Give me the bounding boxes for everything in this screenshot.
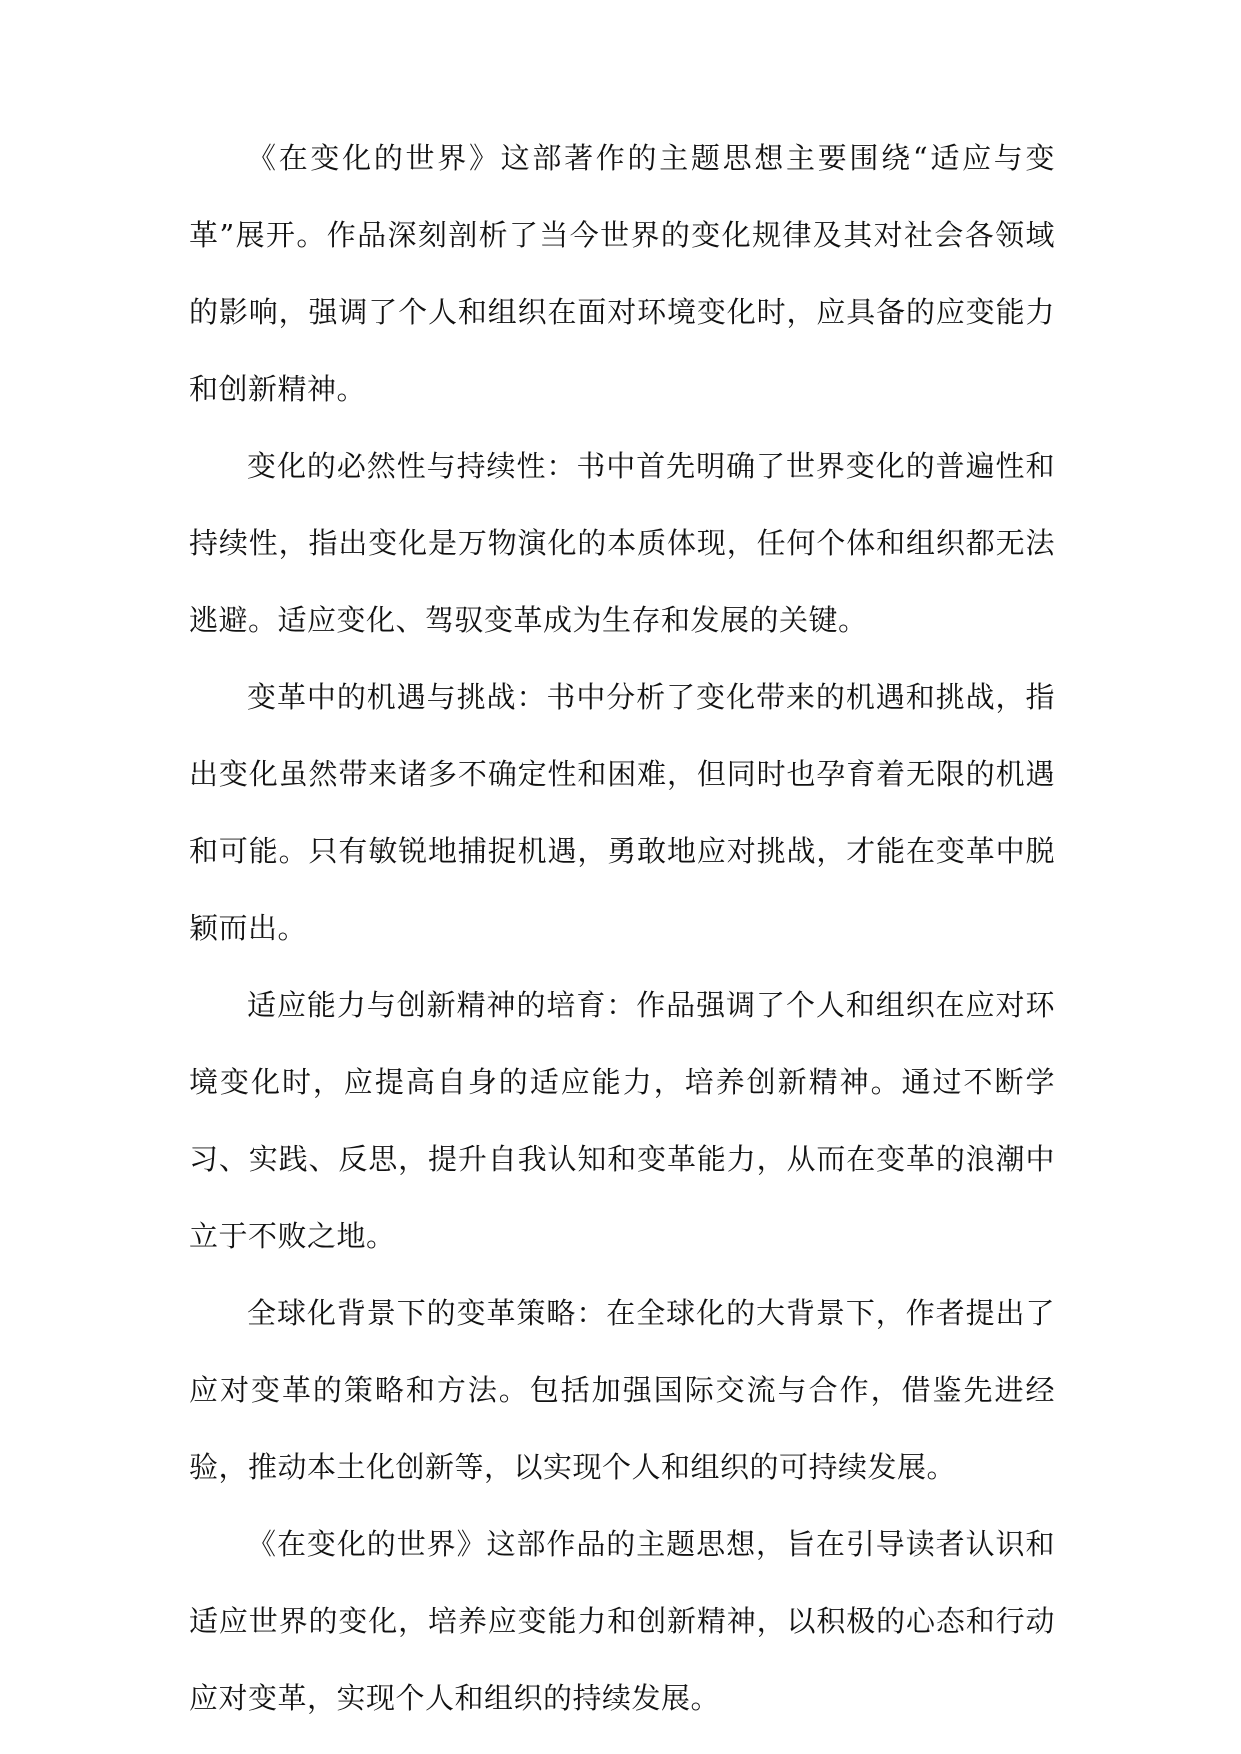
paragraph-opportunities: 变革中的机遇与挑战：书中分析了变化带来的机遇和挑战，指出变化虽然带来诸多不确定性和困难，但同时也孕育着无限的机遇和可能。只有敏锐地捕捉机遇，勇敢地应对挑战，才能在变革中脱颖而出。 — [189, 680, 1055, 945]
paragraph-conclusion: 《在变化的世界》这部作品的主题思想，旨在引导读者认识和适应世界的变化，培养应变能力和创新精神，以积极的心态和行动应对变革，实现个人和组织的持续发展。 — [189, 1527, 1055, 1715]
paragraph-intro: 《在变化的世界》这部著作的主题思想主要围绕“适应与变革”展开。作品深刻剖析了当今世界的变化规律及其对社会各领域的影响，强调了个人和组织在面对环境变化时，应具备的应变能力和创新精神。 — [189, 141, 1055, 406]
paragraph-globalization: 全球化背景下的变革策略：在全球化的大背景下，作者提出了应对变革的策略和方法。包括加强国际交流与合作，借鉴先进经验，推动本土化创新等，以实现个人和组织的可持续发展。 — [189, 1296, 1055, 1484]
document-page — [189, 120, 1055, 1737]
paragraph-adaptability: 适应能力与创新精神的培育：作品强调了个人和组织在应对环境变化时，应提高自身的适应能力，培养创新精神。通过不断学习、实践、反思，提升自我认知和变革能力，从而在变革的浪潮中立于不败之地。 — [189, 988, 1055, 1253]
paragraph-inevitability: 变化的必然性与持续性：书中首先明确了世界变化的普遍性和持续性，指出变化是万物演化的本质体现，任何个体和组织都无法逃避。适应变化、驾驭变革成为生存和发展的关键。 — [189, 449, 1055, 637]
